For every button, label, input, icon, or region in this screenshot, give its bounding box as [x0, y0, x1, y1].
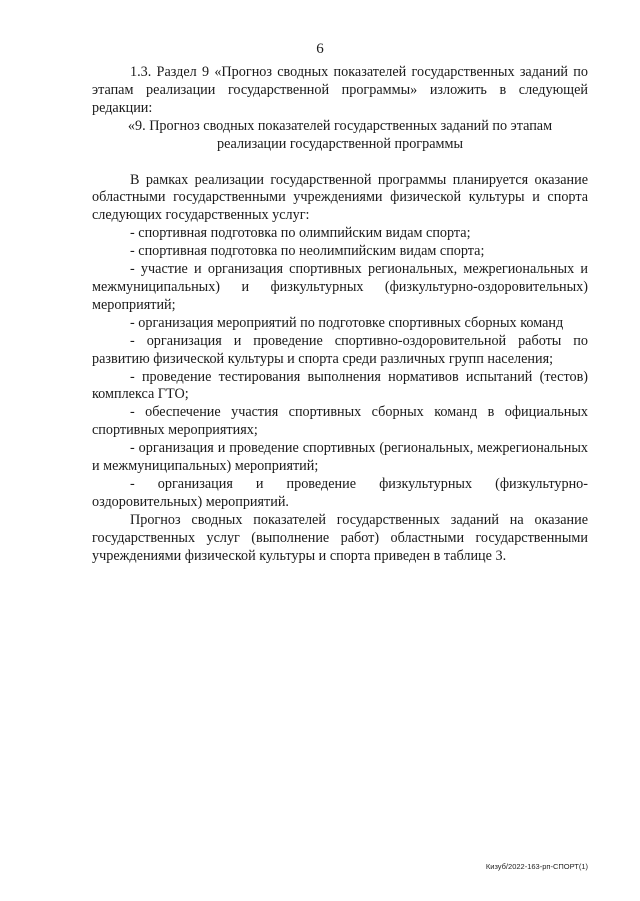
list-item: - спортивная подготовка по олимпийским видам спорта; [130, 225, 471, 242]
list-item: - организация и проведение спортивно-оздоровительной работы по развитию физической культуры и спорта среди различных групп населения; [92, 332, 588, 367]
document-body [92, 64, 588, 565]
lead-paragraph: В рамках реализации государственной программы планируется оказание областными государственными учреждениями физической культуры и спорта следующих государственных услуг: [92, 171, 588, 224]
closing-paragraph: Прогноз сводных показателей государственных заданий на оказание государственных услуг (выполнение работ) областными государственными учреждениями физической культуры и спорта приведен в таблице 3. [92, 511, 588, 564]
spacer [92, 154, 588, 172]
list-item: - организация мероприятий по подготовке спортивных сборных команд [130, 314, 564, 331]
section-title: «9. Прогноз сводных показателей государственных заданий по этапам реализации государственной программы [127, 117, 553, 152]
list-item: - участие и организация спортивных региональных, межрегиональных и межмуниципальных) и физкультурных (физкультурно-оздоровительных) мероприятий; [92, 261, 588, 313]
list-item: - спортивная подготовка по неолимпийским видам спорта; [130, 243, 485, 260]
list-item: - организация и проведение физкультурных (физкультурно-оздоровительных) мероприятий. [92, 475, 588, 510]
list-item: - организация и проведение спортивных (региональных, межрегиональных и межмуниципальных) мероприятий; [92, 440, 588, 475]
list-item: - обеспечение участия спортивных сборных команд в официальных спортивных мероприятиях; [92, 404, 588, 439]
document-code: Кизуб/2022-163-рп-СПОРТ(1) [485, 862, 588, 871]
list-item: - проведение тестирования выполнения нормативов испытаний (тестов) комплекса ГТО; [92, 368, 588, 403]
intro-paragraph: 1.3. Раздел 9 «Прогноз сводных показателей государственных заданий по этапам реализации государственной программы» изложить в следующей редакции: [92, 64, 588, 116]
page-number: 6 [316, 41, 324, 57]
